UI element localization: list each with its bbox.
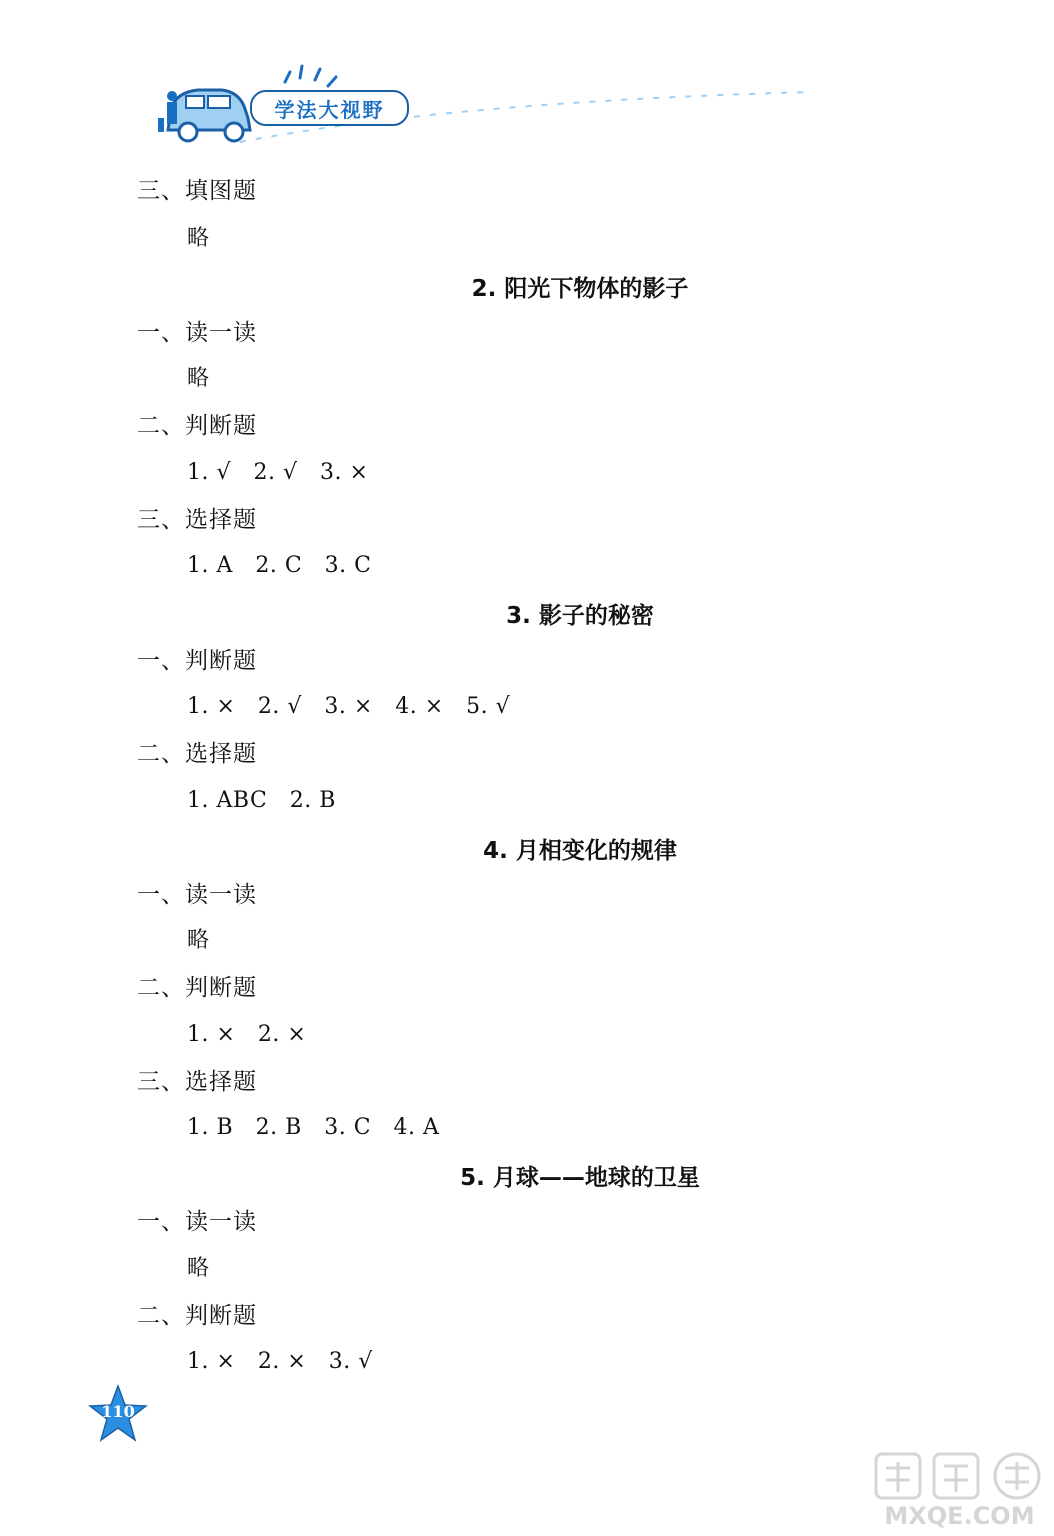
section-title: 4. 月相变化的规律: [483, 838, 677, 864]
question-heading: 二、判断题: [137, 975, 257, 1001]
section-title: 3. 影子的秘密: [506, 603, 654, 629]
answer-line: 1. √ 2. √ 3. ×: [187, 460, 369, 485]
answer-line: 略: [187, 226, 210, 251]
watermark-text: MXQE.COM: [884, 1502, 1035, 1530]
page-number-badge: [88, 1384, 148, 1444]
question-heading: 三、选择题: [137, 507, 257, 533]
answer-line: 略: [187, 1256, 210, 1281]
question-heading: 二、判断题: [137, 413, 257, 439]
question-heading: 一、读一读: [137, 320, 257, 346]
brand-logo: 学法大视野: [250, 90, 409, 126]
question-heading: 三、选择题: [137, 1069, 257, 1095]
question-heading: 二、判断题: [137, 1303, 257, 1329]
question-heading: 二、选择题: [137, 741, 257, 767]
question-heading: 三、填图题: [137, 178, 257, 204]
page-header: [150, 62, 850, 152]
answer-line: 1. ABC 2. B: [187, 788, 336, 813]
watermark-logo-icon: [872, 1448, 1047, 1504]
question-heading: 一、读一读: [137, 882, 257, 908]
page-number: 110: [101, 1402, 135, 1421]
answer-line: 略: [187, 928, 210, 953]
question-heading: 一、判断题: [137, 648, 257, 674]
answer-line: 1. × 2. ×: [187, 1022, 307, 1047]
answer-line: 1. × 2. √ 3. × 4. × 5. √: [187, 694, 511, 719]
answer-line: 1. B 2. B 3. C 4. A: [187, 1115, 440, 1140]
watermark: [872, 1448, 1052, 1534]
section-title: 2. 阳光下物体的影子: [471, 276, 689, 302]
question-heading: 一、读一读: [137, 1209, 257, 1235]
answer-line: 1. × 2. × 3. √: [187, 1349, 373, 1374]
section-title: 5. 月球——地球的卫星: [460, 1165, 700, 1191]
answer-line: 略: [187, 366, 210, 391]
answer-line: 1. A 2. C 3. C: [187, 553, 372, 578]
